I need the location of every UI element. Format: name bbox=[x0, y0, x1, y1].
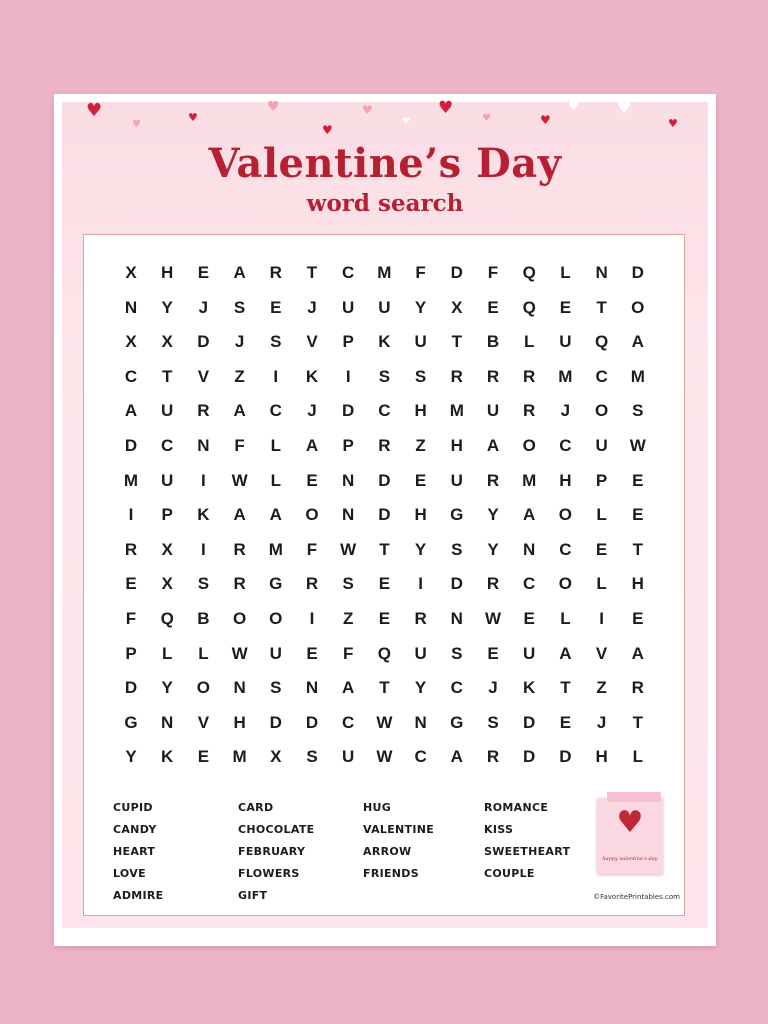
grid-letter: J bbox=[307, 297, 317, 317]
grid-letter: C bbox=[378, 401, 391, 421]
grid-letter: J bbox=[560, 401, 571, 421]
word-list-item: COUPLE bbox=[484, 867, 535, 880]
word-list-item: FEBRUARY bbox=[238, 845, 306, 858]
grid-letter: K bbox=[197, 505, 210, 525]
grid-letter: R bbox=[233, 574, 246, 594]
page-title: Valentine’s Day bbox=[208, 140, 562, 187]
word-list-item: GIFT bbox=[238, 889, 268, 902]
grid-letter: D bbox=[124, 436, 138, 455]
grid-letter: R bbox=[486, 366, 500, 386]
grid-letter: G bbox=[269, 574, 283, 594]
grid-letter: I bbox=[309, 609, 315, 628]
grid-letter: Z bbox=[415, 436, 426, 455]
grid-letter: X bbox=[161, 539, 173, 559]
grid-letter: H bbox=[161, 263, 174, 282]
grid-letter: X bbox=[451, 297, 463, 317]
grid-letter: W bbox=[376, 747, 393, 767]
grid-letter: Y bbox=[414, 297, 427, 317]
grid-letter: C bbox=[414, 747, 427, 767]
grid-letter: M bbox=[232, 747, 247, 767]
grid-letter: E bbox=[125, 574, 137, 594]
grid-letter: L bbox=[270, 470, 281, 490]
grid-letter: A bbox=[523, 505, 536, 525]
grid-letter: E bbox=[378, 574, 391, 594]
grid-letter: X bbox=[161, 332, 173, 352]
heart-icon: ♥ bbox=[322, 123, 333, 137]
grid-letter: A bbox=[233, 401, 246, 421]
card-caption: happy valentine’s day bbox=[602, 856, 658, 862]
grid-letter: U bbox=[269, 643, 282, 663]
grid-letter: R bbox=[378, 436, 391, 455]
grid-letter: I bbox=[345, 366, 351, 386]
grid-letter: Q bbox=[594, 332, 609, 352]
grid-letter: U bbox=[450, 470, 463, 490]
word-list-item: ADMIRE bbox=[113, 889, 164, 902]
grid-letter: E bbox=[306, 470, 318, 490]
grid-letter: D bbox=[450, 574, 463, 594]
grid-letter: E bbox=[306, 643, 318, 663]
grid-letter: A bbox=[631, 643, 644, 663]
grid-letter: U bbox=[378, 297, 391, 317]
heart-icon: ♥ bbox=[362, 103, 373, 117]
grid-letter: J bbox=[307, 401, 317, 421]
grid-letter: G bbox=[450, 712, 464, 732]
grid-letter: J bbox=[596, 712, 607, 732]
grid-letter: M bbox=[123, 470, 139, 490]
grid-letter: N bbox=[305, 678, 319, 698]
grid-letter: F bbox=[125, 609, 137, 628]
credit-text: ©FavoritePrintables.com bbox=[593, 893, 680, 901]
grid-letter: A bbox=[631, 332, 644, 352]
heart-icon: ♥ bbox=[132, 119, 141, 130]
grid-letter: M bbox=[377, 263, 392, 282]
grid-letter: I bbox=[418, 574, 423, 594]
grid-letter: R bbox=[486, 470, 500, 490]
grid-letter: K bbox=[161, 747, 174, 767]
grid-letter: P bbox=[161, 505, 173, 525]
grid-letter: D bbox=[450, 263, 463, 282]
sheet-background bbox=[62, 98, 708, 928]
grid-letter: V bbox=[197, 366, 210, 386]
word-list bbox=[84, 235, 684, 915]
grid-letter: X bbox=[270, 747, 282, 767]
grid-letter: R bbox=[197, 401, 210, 421]
grid-letter: A bbox=[233, 263, 246, 282]
grid-letter: U bbox=[595, 436, 608, 455]
grid-letter: H bbox=[450, 436, 463, 455]
grid-letter: R bbox=[523, 366, 536, 386]
card-flap bbox=[607, 792, 661, 802]
grid-letter: Q bbox=[522, 297, 536, 317]
grid-letter: L bbox=[560, 263, 571, 282]
grid-letter: Q bbox=[377, 643, 391, 663]
grid-letter: U bbox=[161, 470, 174, 490]
word-list-item: FLOWERS bbox=[238, 867, 300, 880]
grid-letter: S bbox=[487, 712, 499, 732]
grid-letter: M bbox=[522, 470, 537, 490]
grid-letter: I bbox=[201, 539, 206, 559]
grid-letter: T bbox=[451, 332, 462, 352]
grid-letter: I bbox=[273, 366, 279, 386]
grid-letter: C bbox=[269, 401, 282, 421]
grid-letter: Y bbox=[414, 539, 427, 559]
grid-letter: Y bbox=[487, 539, 499, 559]
grid-letter: L bbox=[161, 643, 173, 663]
grid-letter: X bbox=[125, 332, 137, 352]
heart-icon: ♥ bbox=[616, 805, 644, 840]
word-list-item: ROMANCE bbox=[484, 801, 549, 814]
grid-letter: R bbox=[486, 747, 500, 767]
grid-letter: G bbox=[124, 712, 138, 732]
grid-letter: Y bbox=[161, 678, 173, 698]
grid-letter: D bbox=[124, 678, 138, 698]
word-list-item: CARD bbox=[238, 801, 274, 814]
word-list-item: VALENTINE bbox=[363, 823, 435, 836]
grid-letter: L bbox=[596, 505, 607, 525]
grid-letter: R bbox=[269, 263, 282, 282]
grid-letter: R bbox=[523, 401, 536, 421]
word-list-item: FRIENDS bbox=[363, 867, 419, 880]
grid-letter: U bbox=[342, 747, 355, 767]
grid-letter: B bbox=[197, 609, 210, 628]
word-list-item: CHOCOLATE bbox=[238, 823, 315, 836]
grid-letter: Y bbox=[125, 747, 137, 767]
word-list-item: HEART bbox=[113, 845, 156, 858]
word-list-item: CUPID bbox=[113, 801, 153, 814]
grid-letter: D bbox=[559, 747, 572, 767]
grid-letter: M bbox=[449, 401, 464, 421]
grid-letter: A bbox=[342, 678, 355, 698]
grid-letter: C bbox=[523, 574, 536, 594]
grid-letter: E bbox=[632, 505, 644, 525]
grid-letter: E bbox=[632, 470, 644, 490]
grid-letter: G bbox=[450, 505, 464, 525]
grid-letter: S bbox=[270, 678, 282, 698]
grid-letter: C bbox=[559, 539, 572, 559]
grid-letter: O bbox=[269, 609, 283, 628]
grid-letter: E bbox=[595, 539, 608, 559]
grid-letter: O bbox=[631, 297, 645, 317]
grid-letter: O bbox=[558, 505, 572, 525]
grid-letter: D bbox=[197, 332, 210, 352]
grid-letter: I bbox=[128, 505, 134, 525]
grid-letter: E bbox=[559, 712, 572, 732]
grid-letter: E bbox=[632, 609, 644, 628]
grid-letter: O bbox=[558, 574, 572, 594]
grid-letter: O bbox=[232, 609, 247, 628]
grid-letter: D bbox=[631, 263, 644, 282]
grid-letter: N bbox=[233, 678, 246, 698]
grid-letter: R bbox=[450, 366, 463, 386]
word-list-item: ARROW bbox=[363, 845, 412, 858]
grid-letter: C bbox=[342, 712, 355, 732]
grid-letter: E bbox=[487, 643, 499, 663]
grid-letter: W bbox=[629, 436, 646, 455]
grid-letter: M bbox=[558, 366, 573, 386]
grid-letter: R bbox=[486, 574, 500, 594]
grid-letter: S bbox=[632, 401, 644, 421]
grid-letter: E bbox=[559, 297, 572, 317]
grid-letter: U bbox=[414, 332, 427, 352]
grid-letter: M bbox=[630, 366, 645, 386]
grid-letter: R bbox=[631, 678, 644, 698]
grid-letter: A bbox=[450, 747, 463, 767]
grid-letter: D bbox=[523, 747, 536, 767]
grid-letter: E bbox=[523, 609, 535, 628]
grid-letter: M bbox=[268, 539, 283, 559]
printable-sheet bbox=[54, 94, 716, 946]
grid-letter: E bbox=[197, 263, 210, 282]
grid-letter: T bbox=[632, 539, 643, 559]
grid-letter: W bbox=[231, 470, 248, 490]
grid-letter: Y bbox=[161, 297, 173, 317]
heart-icon: ♥ bbox=[617, 98, 632, 117]
grid-letter: I bbox=[201, 470, 206, 490]
grid-letter: J bbox=[198, 297, 209, 317]
grid-letter: N bbox=[342, 470, 355, 490]
grid-letter: D bbox=[378, 470, 391, 490]
word-list-item: LOVE bbox=[113, 867, 146, 880]
grid-letter: F bbox=[234, 436, 245, 455]
grid-letter: N bbox=[161, 712, 174, 732]
grid-letter: N bbox=[523, 539, 536, 559]
grid-letter: T bbox=[379, 539, 390, 559]
grid-letter: N bbox=[124, 297, 138, 317]
grid-letter: N bbox=[595, 263, 608, 282]
grid-letter: W bbox=[484, 609, 502, 628]
grid-letter: V bbox=[197, 712, 210, 732]
grid-letter: O bbox=[522, 436, 536, 455]
grid-letter: U bbox=[414, 643, 427, 663]
heart-decoration-row bbox=[62, 98, 708, 142]
grid-letter: P bbox=[595, 470, 608, 490]
grid-letter: S bbox=[451, 539, 463, 559]
grid-letter: L bbox=[596, 574, 607, 594]
grid-letter: D bbox=[378, 505, 391, 525]
grid-letter: N bbox=[197, 436, 210, 455]
grid-letter: U bbox=[161, 401, 174, 421]
grid-letter: H bbox=[559, 470, 572, 490]
grid-letter: F bbox=[342, 643, 354, 663]
grid-letter: R bbox=[414, 609, 427, 628]
grid-letter: W bbox=[231, 643, 248, 663]
grid-letter: S bbox=[270, 332, 282, 352]
grid-letter: S bbox=[306, 747, 318, 767]
grid-letter: N bbox=[450, 609, 463, 628]
grid-letter: Z bbox=[596, 678, 607, 698]
grid-letter: F bbox=[306, 539, 318, 559]
word-list-item: HUG bbox=[363, 801, 392, 814]
word-list-item: SWEETHEART bbox=[484, 845, 571, 858]
grid-letter: E bbox=[378, 609, 391, 628]
grid-letter: K bbox=[305, 366, 319, 386]
grid-letter: F bbox=[487, 263, 499, 282]
grid-letter: C bbox=[595, 366, 608, 386]
heart-icon: ♥ bbox=[402, 117, 411, 127]
grid-letter: H bbox=[414, 505, 427, 525]
grid-letter: D bbox=[305, 712, 319, 732]
grid-letter: E bbox=[487, 297, 499, 317]
grid-letter: R bbox=[124, 539, 138, 559]
grid-letter: R bbox=[233, 539, 246, 559]
grid-letter: V bbox=[306, 332, 318, 352]
grid-letter: P bbox=[125, 643, 137, 663]
grid-letter: K bbox=[378, 332, 391, 352]
grid-letter: L bbox=[198, 643, 209, 663]
grid-letter: C bbox=[559, 436, 572, 455]
grid-letter: Y bbox=[487, 505, 499, 525]
heart-icon: ♥ bbox=[568, 99, 579, 113]
grid-letter: D bbox=[342, 401, 355, 421]
grid-letter: R bbox=[305, 574, 319, 594]
grid-letter: J bbox=[234, 332, 245, 352]
heart-icon: ♥ bbox=[438, 98, 454, 118]
grid-letter: U bbox=[523, 643, 536, 663]
grid-letter: H bbox=[595, 747, 608, 767]
grid-letter: C bbox=[450, 678, 463, 698]
grid-letter: I bbox=[599, 609, 604, 628]
grid-letter: X bbox=[125, 263, 137, 282]
grid-letter: P bbox=[342, 436, 354, 455]
grid-letter: H bbox=[414, 401, 427, 421]
heart-icon: ♥ bbox=[188, 111, 198, 124]
grid-letter: H bbox=[631, 574, 644, 594]
grid-letter: Q bbox=[160, 609, 174, 628]
grid-letter: K bbox=[523, 678, 536, 698]
grid-letter: S bbox=[451, 643, 463, 663]
heart-icon: ♥ bbox=[86, 100, 103, 121]
grid-letter: W bbox=[376, 712, 393, 732]
heart-icon: ♥ bbox=[668, 117, 678, 130]
word-list-item: KISS bbox=[484, 823, 514, 836]
grid-letter: T bbox=[161, 366, 173, 386]
grid-letter: A bbox=[486, 436, 500, 455]
grid-letter: D bbox=[523, 712, 536, 732]
grid-letter: Y bbox=[414, 678, 427, 698]
grid-letter: B bbox=[486, 332, 500, 352]
grid-letter: A bbox=[559, 643, 572, 663]
puzzle-panel bbox=[83, 234, 685, 916]
grid-letter: L bbox=[560, 609, 571, 628]
grid-letter: X bbox=[161, 574, 173, 594]
grid-letter: Z bbox=[342, 609, 354, 628]
grid-letter: U bbox=[486, 401, 500, 421]
grid-letter: H bbox=[233, 712, 246, 732]
grid-letter: N bbox=[414, 712, 427, 732]
grid-letter: T bbox=[379, 678, 390, 698]
grid-letter: A bbox=[124, 401, 138, 421]
grid-letter: T bbox=[632, 712, 643, 732]
grid-letter: L bbox=[632, 747, 643, 767]
grid-letter: P bbox=[342, 332, 354, 352]
word-list-item: CANDY bbox=[113, 823, 157, 836]
grid-letter: S bbox=[378, 366, 391, 386]
grid-letter: U bbox=[559, 332, 572, 352]
heart-icon: ♥ bbox=[267, 99, 280, 115]
grid-letter: L bbox=[270, 436, 281, 455]
grid-letter: U bbox=[342, 297, 355, 317]
grid-letter: N bbox=[342, 505, 355, 525]
grid-letter: Q bbox=[522, 263, 536, 282]
grid-letter: F bbox=[415, 263, 426, 282]
grid-letter: T bbox=[306, 263, 318, 282]
page-subtitle: word search bbox=[306, 190, 464, 217]
grid-letter: S bbox=[197, 574, 210, 594]
grid-letter: E bbox=[197, 747, 210, 767]
grid-letter: L bbox=[523, 332, 535, 352]
grid-letter: A bbox=[269, 505, 282, 525]
grid-letter: C bbox=[161, 436, 174, 455]
grid-letter: O bbox=[196, 678, 210, 698]
grid-letter: S bbox=[342, 574, 354, 594]
grid-letter: O bbox=[305, 505, 319, 525]
grid-letter: T bbox=[596, 297, 607, 317]
grid-letter: E bbox=[270, 297, 282, 317]
grid-letter: O bbox=[594, 401, 609, 421]
valentine-card-image bbox=[597, 798, 663, 874]
heart-icon: ♥ bbox=[482, 113, 491, 124]
grid-letter: Z bbox=[234, 366, 245, 386]
grid-letter: S bbox=[414, 366, 427, 386]
grid-letter: A bbox=[233, 505, 246, 525]
grid-letter: V bbox=[595, 643, 608, 663]
grid-letter: A bbox=[305, 436, 319, 455]
grid-letter: E bbox=[414, 470, 427, 490]
grid-letter: C bbox=[342, 263, 355, 282]
grid-letter: C bbox=[124, 366, 138, 386]
grid-letter: S bbox=[233, 297, 246, 317]
grid-letter: W bbox=[340, 539, 357, 559]
heart-icon: ♥ bbox=[540, 113, 551, 127]
grid-letter: D bbox=[269, 712, 282, 732]
grid-letter: J bbox=[488, 678, 498, 698]
grid-letter: T bbox=[560, 678, 571, 698]
